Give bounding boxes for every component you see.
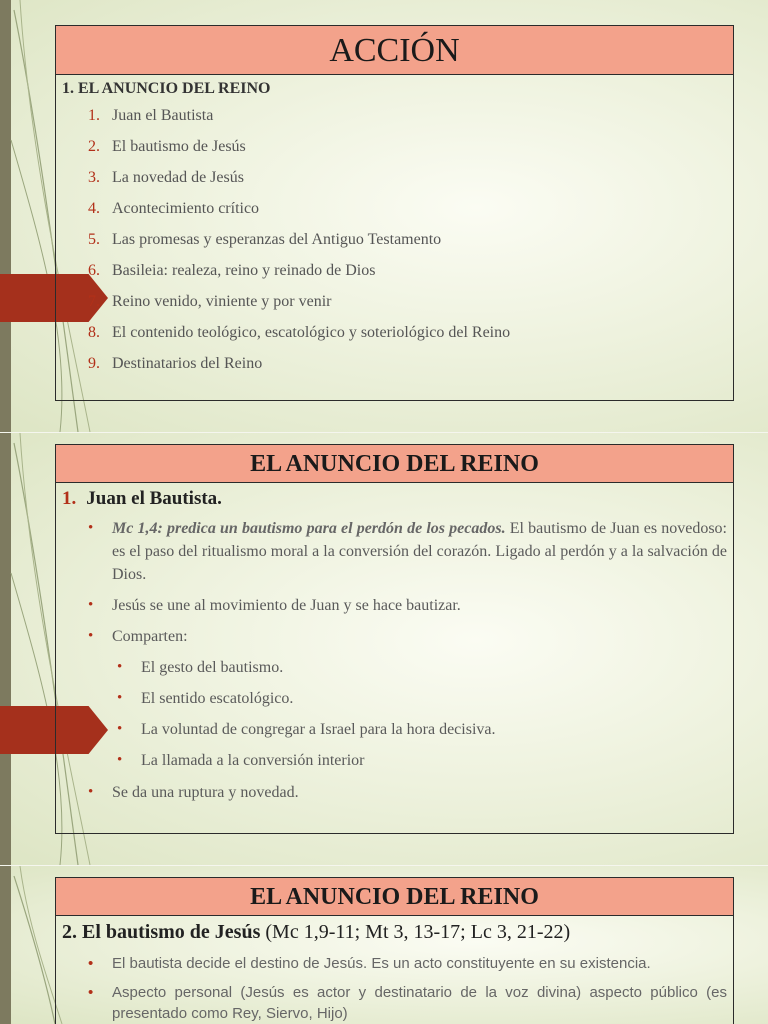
slide-title: EL ANUNCIO DEL REINO — [56, 878, 733, 916]
list-item: 7. Reino venido, viniente y por venir — [88, 293, 332, 310]
content-box — [55, 877, 734, 1024]
list-item: 2. El bautismo de Jesús — [88, 138, 246, 155]
slide-title: EL ANUNCIO DEL REINO — [56, 445, 733, 483]
list-item: 3. La novedad de Jesús — [88, 169, 244, 186]
slide-title: ACCIÓN — [56, 26, 733, 75]
bullet-item: • Se da una ruptura y novedad. — [88, 784, 299, 801]
topic-list — [56, 106, 733, 385]
list-item: 5. Las promesas y esperanzas del Antiguo Testamento — [88, 231, 442, 248]
section-heading: 2. El bautismo de Jesús (Mc 1,9-11; Mt 3, 13-17; Lc 3, 21-22) — [62, 921, 571, 943]
bullet-item: • El bautista decide el destino de Jesús. Es un acto constituyente en su existencia. — [88, 955, 651, 972]
list-item: 4. Acontecimiento crítico — [88, 200, 260, 217]
list-item: 1. Juan el Bautista — [88, 107, 214, 124]
list-item: 9. Destinatarios del Reino — [88, 355, 263, 372]
bullet-item: • Aspecto personal (Jesús es actor y destinatario de la voz divina) aspecto público (es presentado como Rey, Siervo, Hijo) — [88, 984, 727, 1022]
slide-3 — [0, 866, 768, 1024]
content-box — [55, 25, 734, 401]
sub-bullet-item: • El sentido escatológico. — [117, 690, 294, 707]
section-subtitle: 1. EL ANUNCIO DEL REINO — [62, 80, 271, 97]
content-box — [55, 444, 734, 834]
list-item: 6. Basileia: realeza, reino y reinado de Dios — [88, 262, 376, 279]
bullet-item: • Jesús se une al movimiento de Juan y se hace bautizar. — [88, 597, 461, 614]
list-item: 8. El contenido teológico, escatológico y soteriológico del Reino — [88, 324, 511, 341]
sub-bullet-item: • El gesto del bautismo. — [117, 659, 284, 676]
bullet-item: • Mc 1,4: predica un bautismo para el perdón de los pecados. El bautismo de Juan es novedoso: es el paso del ritualismo moral a la conversión del corazón. Ligado al perdón y a la salvación de Dios. — [88, 520, 727, 583]
bullet-item: • Comparten: — [88, 628, 188, 645]
slide-1 — [0, 0, 768, 432]
sub-bullet-item: • La llamada a la conversión interior — [117, 752, 365, 769]
section-heading: 1. Juan el Bautista. — [62, 488, 222, 509]
slide-2 — [0, 433, 768, 865]
sub-bullet-item: • La voluntad de congregar a Israel para la hora decisiva. — [117, 721, 496, 738]
